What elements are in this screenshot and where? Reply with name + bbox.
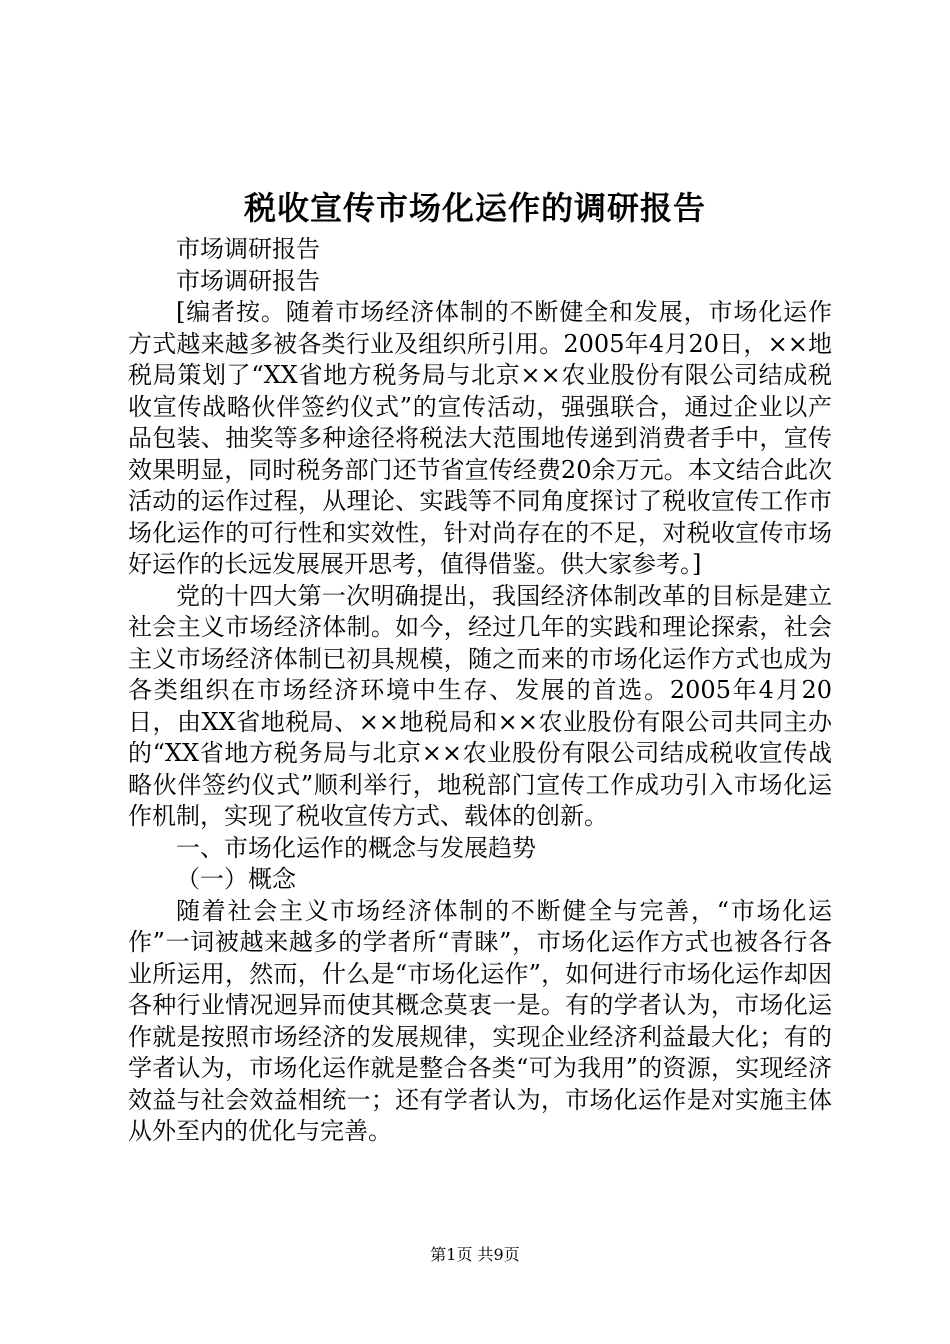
- section-heading-1: 一、市场化运作的概念与发展趋势: [176, 833, 536, 862]
- paragraph-introduction: 党的十四大第一次明确提出，我国经济体制改革的目标是建立社会主义市场经济体制。如今，经过几年的实践和理论探索，社会主义市场经济体制已初具规模，随之而来的市场化运作方式也成为各类组织在市场经济环境中生存、发展的首选。2005年4月20日，由XX省地税局、××地税局和××农业股份有限公司共同主办的“XX省地方税务局与北京××农业股份有限公司结成税收宣传战略伙伴签约仪式”顺利举行，地税部门宣传工作成功引入市场化运作机制，实现了税收宣传方式、载体的创新。: [128, 581, 832, 830]
- paragraph-concept: 随着社会主义市场经济体制的不断健全与完善，“市场化运作”一词被越来越多的学者所“青睐”，市场化运作方式也被各行各业所运用，然而，什么是“市场化运作”，如何进行市场化运作却因各种行业情况迥异而使其概念莫衷一是。有的学者认为，市场化运作就是按照市场经济的发展规律，实现企业经济利益最大化；有的学者认为，市场化运作就是整合各类“可为我用”的资源，实现经济效益与社会效益相统一；还有学者认为，市场化运作是对实施主体从外至内的优化与完善。: [128, 896, 832, 1145]
- paragraph-subtitle-1: 市场调研报告: [176, 235, 320, 263]
- document-title: 税收宣传市场化运作的调研报告: [243, 189, 706, 227]
- paragraph-subtitle-2: 市场调研报告: [176, 266, 320, 295]
- paragraph-editor-note: [编者按。随着市场经济体制的不断健全和发展，市场化运作方式越来越多被各类行业及组织所引用。2005年4月20日，××地税局策划了“XX省地方税务局与北京××农业股份有限公司结成税收宣传战略伙伴签约仪式”的宣传活动，强强联合，通过企业以产品包装、抽奖等多种途径将税法大范围地传递到消费者手中，宣传效果明显，同时税务部门还节省宣传经费20余万元。本文结合此次活动的运作过程，从理论、实践等不同角度探讨了税收宣传工作市场化运作的可行性和实效性，针对尚存在的不足，对税收宣传市场好运作的长远发展展开思考，值得借鉴。供大家参考。]: [128, 298, 832, 578]
- subsection-heading-concept: （一）概念: [176, 865, 296, 893]
- document-body: [128, 234, 832, 1148]
- page-footer: 第1页 共9页: [430, 1245, 520, 1264]
